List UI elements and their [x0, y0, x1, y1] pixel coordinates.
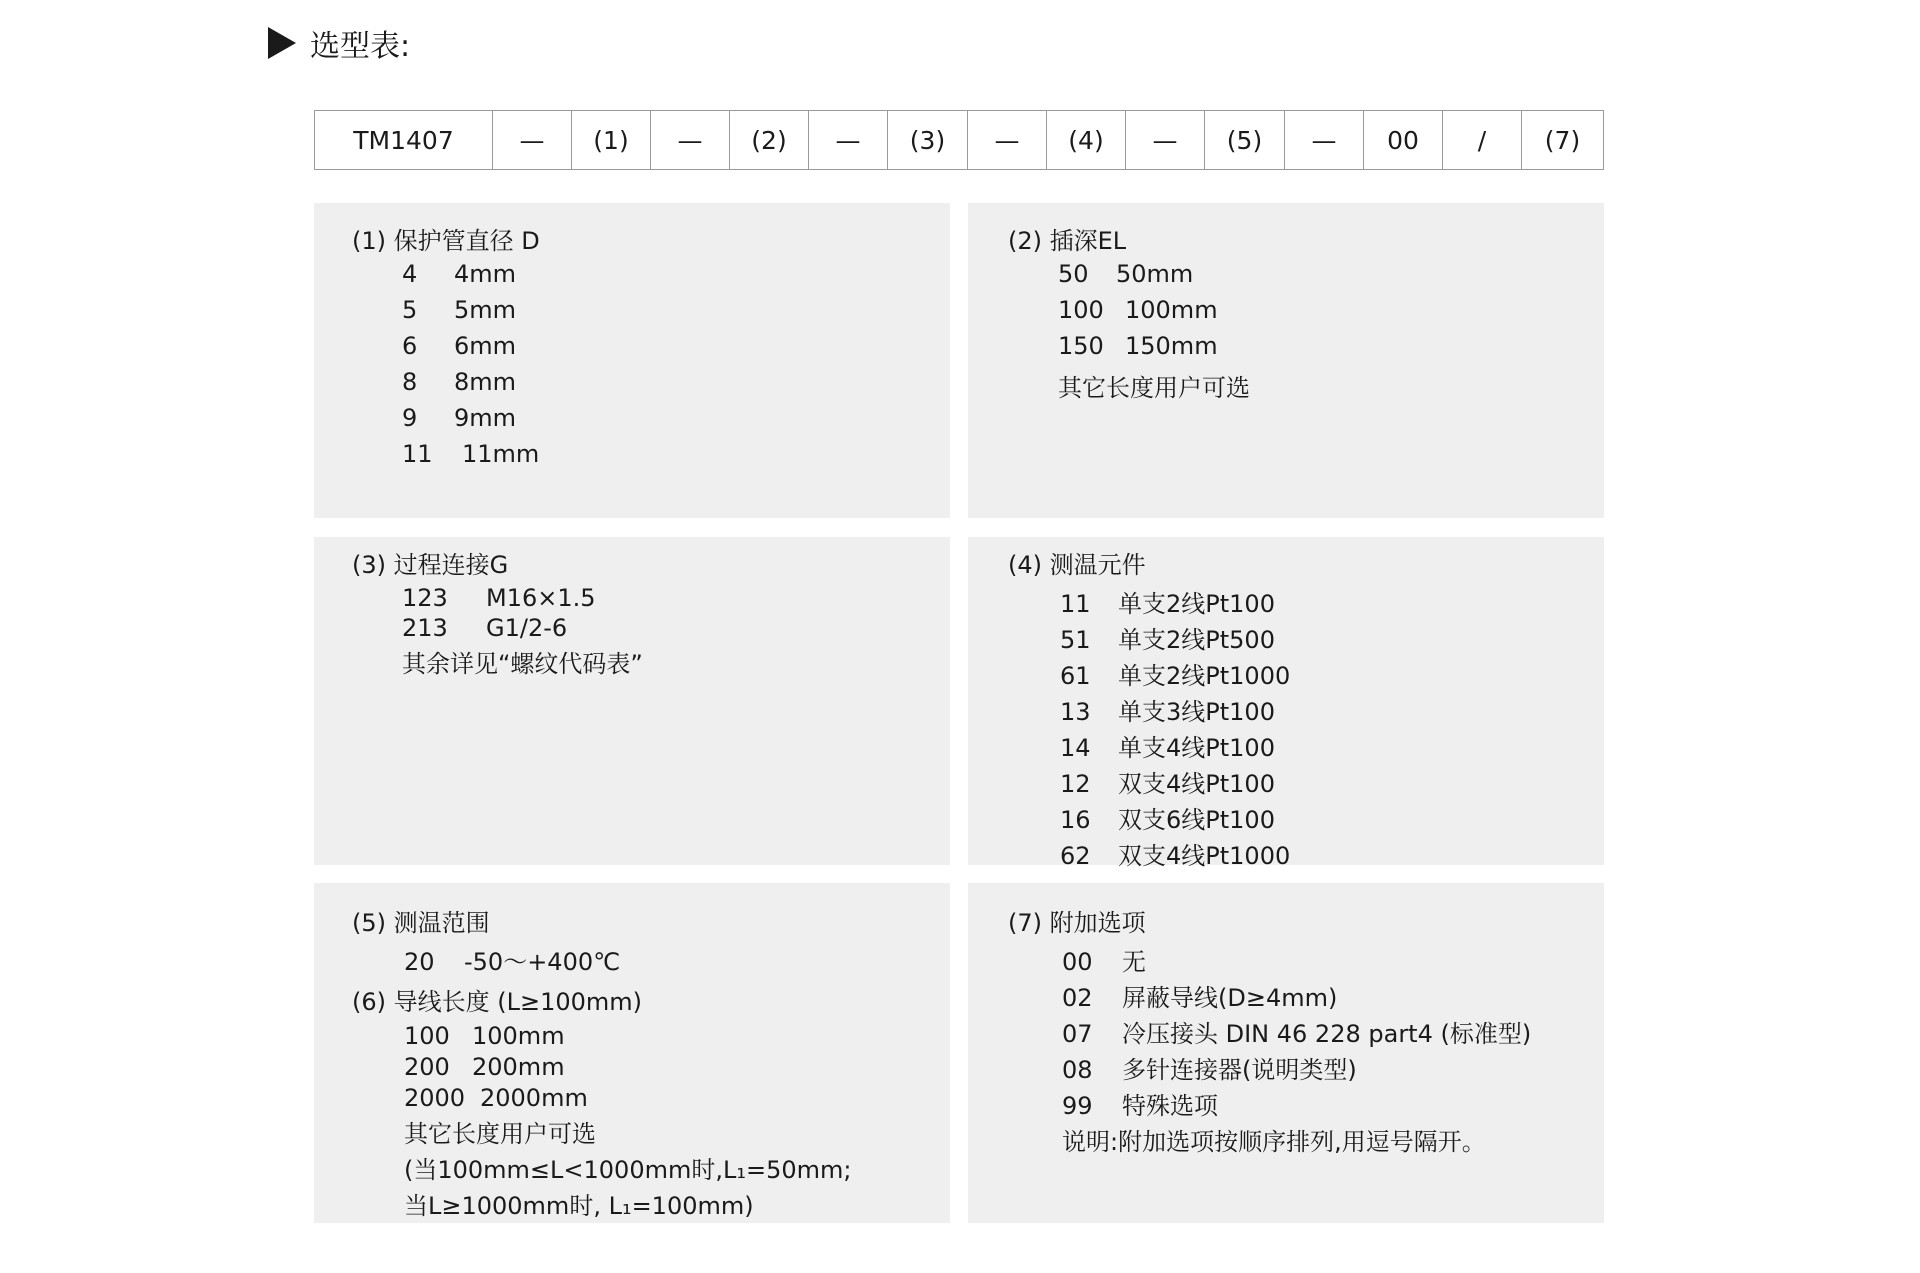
option-row: 200 200mm — [404, 1053, 565, 1081]
code-cell-5: (5) — [1204, 111, 1284, 169]
option-row: 123 M16×1.5 — [402, 584, 596, 612]
option-row: 13 单支3线Pt100 — [1060, 698, 1275, 726]
option-row: 150 150mm — [1058, 332, 1218, 360]
option-row: 50 50mm — [1058, 260, 1194, 288]
code-cell-3: (3) — [887, 111, 967, 169]
option-row: 61 单支2线Pt1000 — [1060, 662, 1291, 690]
triangle-right-icon — [268, 27, 296, 59]
panel-process-connection — [314, 537, 950, 865]
option-row: 14 单支4线Pt100 — [1060, 734, 1275, 762]
panel-note: 其它长度用户可选 — [404, 1120, 596, 1148]
page-title: 选型表: — [310, 29, 411, 64]
panel-title: (7) 附加选项 — [1008, 909, 1146, 937]
code-cell-sep: — — [492, 111, 571, 169]
panel-title: (4) 测温元件 — [1008, 551, 1146, 579]
option-row: 00 无 — [1062, 948, 1146, 976]
option-row: 08 多针连接器(说明类型) — [1062, 1056, 1357, 1084]
code-cell-sep: — — [808, 111, 887, 169]
option-row: 4 4mm — [402, 260, 517, 288]
section-header — [268, 20, 410, 66]
panel-subtitle-lead-length: (6) 导线长度 (L≥100mm) — [352, 988, 643, 1016]
code-cell-6: 00 — [1363, 111, 1442, 169]
panel-note: (当100mm≤L<1000mm时,L₁=50mm; — [404, 1156, 852, 1184]
code-cell-sep: — — [1125, 111, 1204, 169]
option-row: 6 6mm — [402, 332, 517, 360]
option-row: 11 单支2线Pt100 — [1060, 590, 1275, 618]
code-cell-sep: — — [1284, 111, 1363, 169]
code-cell-sep: — — [967, 111, 1046, 169]
option-row: 99 特殊选项 — [1062, 1092, 1218, 1120]
panel-tube-diameter — [314, 203, 950, 518]
model-code-bar — [314, 110, 1604, 170]
option-row: 07 冷压接头 DIN 46 228 part4 (标准型) — [1062, 1020, 1532, 1048]
option-row: 62 双支4线Pt1000 — [1060, 842, 1291, 870]
option-row: 9 9mm — [402, 404, 517, 432]
panel-title: (5) 测温范围 — [352, 909, 490, 937]
option-row: 8 8mm — [402, 368, 517, 396]
panel-note: 当L≥1000mm时, L₁=100mm) — [404, 1192, 754, 1220]
panel-temperature-range-and-lead — [314, 883, 950, 1223]
panel-note: 其余详见“螺纹代码表” — [402, 650, 643, 678]
option-row: 213 G1/2-6 — [402, 614, 568, 642]
option-row: 100 100mm — [404, 1022, 565, 1050]
option-row: 02 屏蔽导线(D≥4mm) — [1062, 984, 1338, 1012]
panel-title: (2) 插深EL — [1008, 227, 1127, 255]
panel-title: (3) 过程连接G — [352, 551, 509, 579]
code-cell-1: (1) — [571, 111, 650, 169]
panel-additional-options — [968, 883, 1604, 1223]
code-cell-2: (2) — [729, 111, 808, 169]
option-row: 100 100mm — [1058, 296, 1218, 324]
option-row: 51 单支2线Pt500 — [1060, 626, 1275, 654]
panel-title: (1) 保护管直径 D — [352, 227, 540, 255]
option-row: 11 11mm — [402, 440, 540, 468]
option-row: 5 5mm — [402, 296, 517, 324]
code-cell-model: TM1407 — [353, 125, 454, 155]
panel-note: 说明:附加选项按顺序排列,用逗号隔开。 — [1062, 1128, 1486, 1156]
panel-sensing-element — [968, 537, 1604, 870]
option-row: 20 -50～+400℃ — [404, 948, 621, 976]
option-row: 2000 2000mm — [404, 1084, 588, 1112]
panel-note: 其它长度用户可选 — [1058, 374, 1250, 402]
panel-insertion-depth — [968, 203, 1604, 518]
code-cell-4: (4) — [1046, 111, 1125, 169]
code-cell-sep: — — [650, 111, 729, 169]
option-row: 12 双支4线Pt100 — [1060, 770, 1275, 798]
code-cell-slash: / — [1442, 111, 1521, 169]
code-cell-7: (7) — [1521, 111, 1603, 169]
option-row: 16 双支6线Pt100 — [1060, 806, 1275, 834]
